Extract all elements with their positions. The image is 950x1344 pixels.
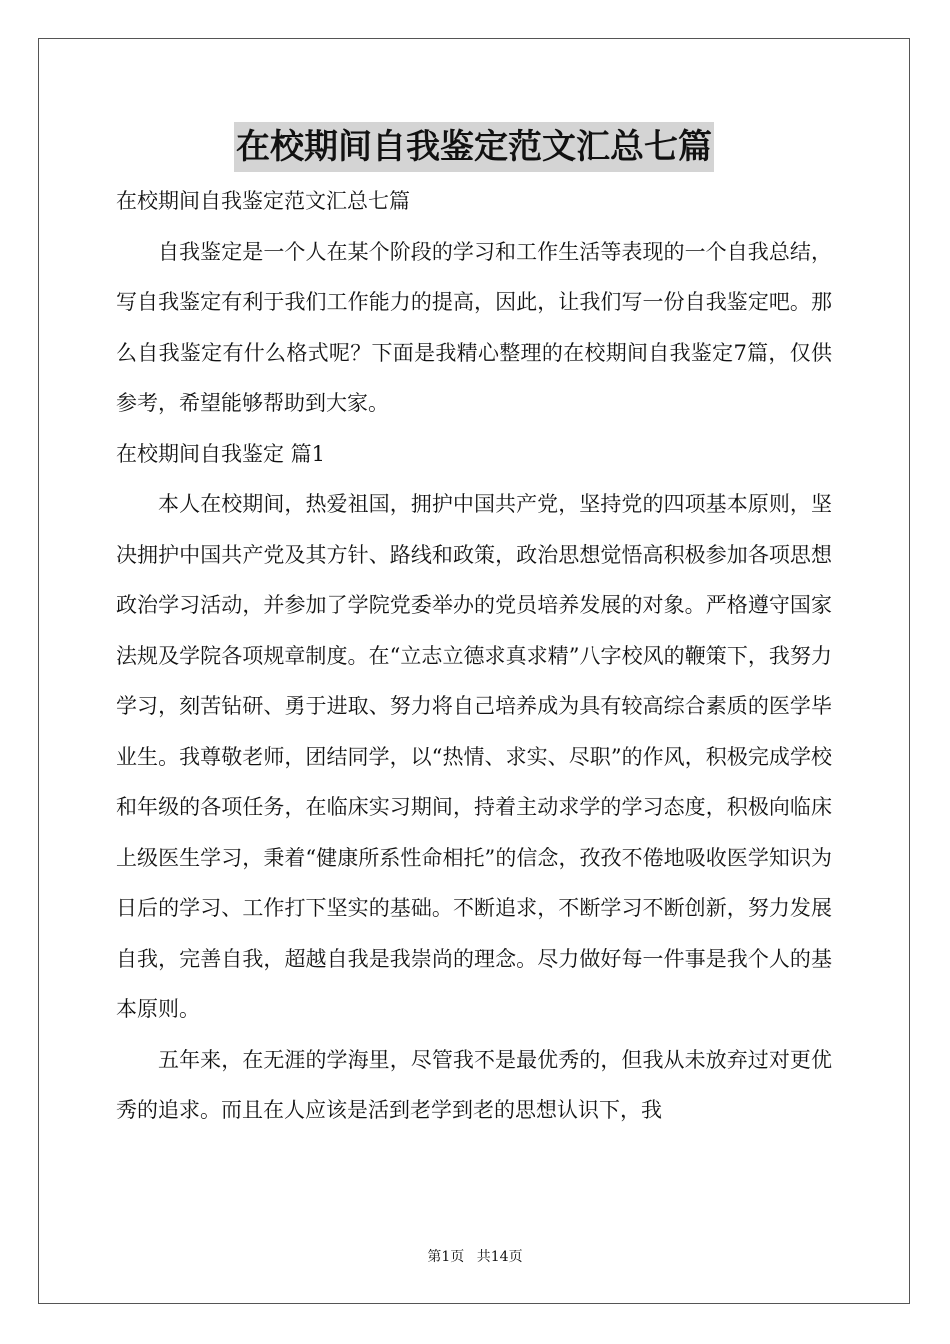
title-wrap bbox=[116, 122, 832, 176]
body-paragraph-2: 五年来，在无涯的学海里，尽管我不是最优秀的，但我从未放弃过对更优秀的追求。而且在人应该是活到老学到老的思想认识下，我 bbox=[116, 1047, 832, 1122]
section-heading: 在校期间自我鉴定 篇1 bbox=[116, 441, 326, 466]
document-subtitle: 在校期间自我鉴定范文汇总七篇 bbox=[116, 189, 410, 213]
total-pages: 共14页 bbox=[476, 1249, 523, 1265]
page-number: 第1页 bbox=[427, 1249, 465, 1265]
page-footer bbox=[0, 1248, 950, 1266]
document-body bbox=[116, 122, 832, 1136]
intro-paragraph: 自我鉴定是一个人在某个阶段的学习和工作生活等表现的一个自我总结，写自我鉴定有利于我们工作能力的提高，因此，让我们写一份自我鉴定吧。那么自我鉴定有什么格式呢？下面是我精心整理的在校期间自我鉴定7篇，仅供参考，希望能够帮助到大家。 bbox=[116, 239, 832, 415]
body-paragraph-1: 本人在校期间，热爱祖国，拥护中国共产党，坚持党的四项基本原则，坚决拥护中国共产党及其方针、路线和政策，政治思想觉悟高积极参加各项思想政治学习活动，并参加了学院党委举办的党员培养发展的对象。严格遵守国家法规及学院各项规章制度。在“立志立德求真求精”八字校风的鞭策下，我努力学习，刻苦钻研、勇于进取、努力将自己培养成为具有较高综合素质的医学毕业生。我尊敬老师，团结同学，以“热情、求实、尽职”的作风，积极完成学校和年级的各项任务，在临床实习期间，持着主动求学的学习态度，积极向临床上级医生学习，秉着“健康所系性命相托”的信念，孜孜不倦地吸收医学知识为日后的学习、工作打下坚实的基础。不断追求，不断学习不断创新，努力发展自我，完善自我，超越自我是我崇尚的理念。尽力做好每一件事是我个人的基本原则。 bbox=[116, 492, 832, 1021]
document-title: 在校期间自我鉴定范文汇总七篇 bbox=[234, 122, 714, 172]
